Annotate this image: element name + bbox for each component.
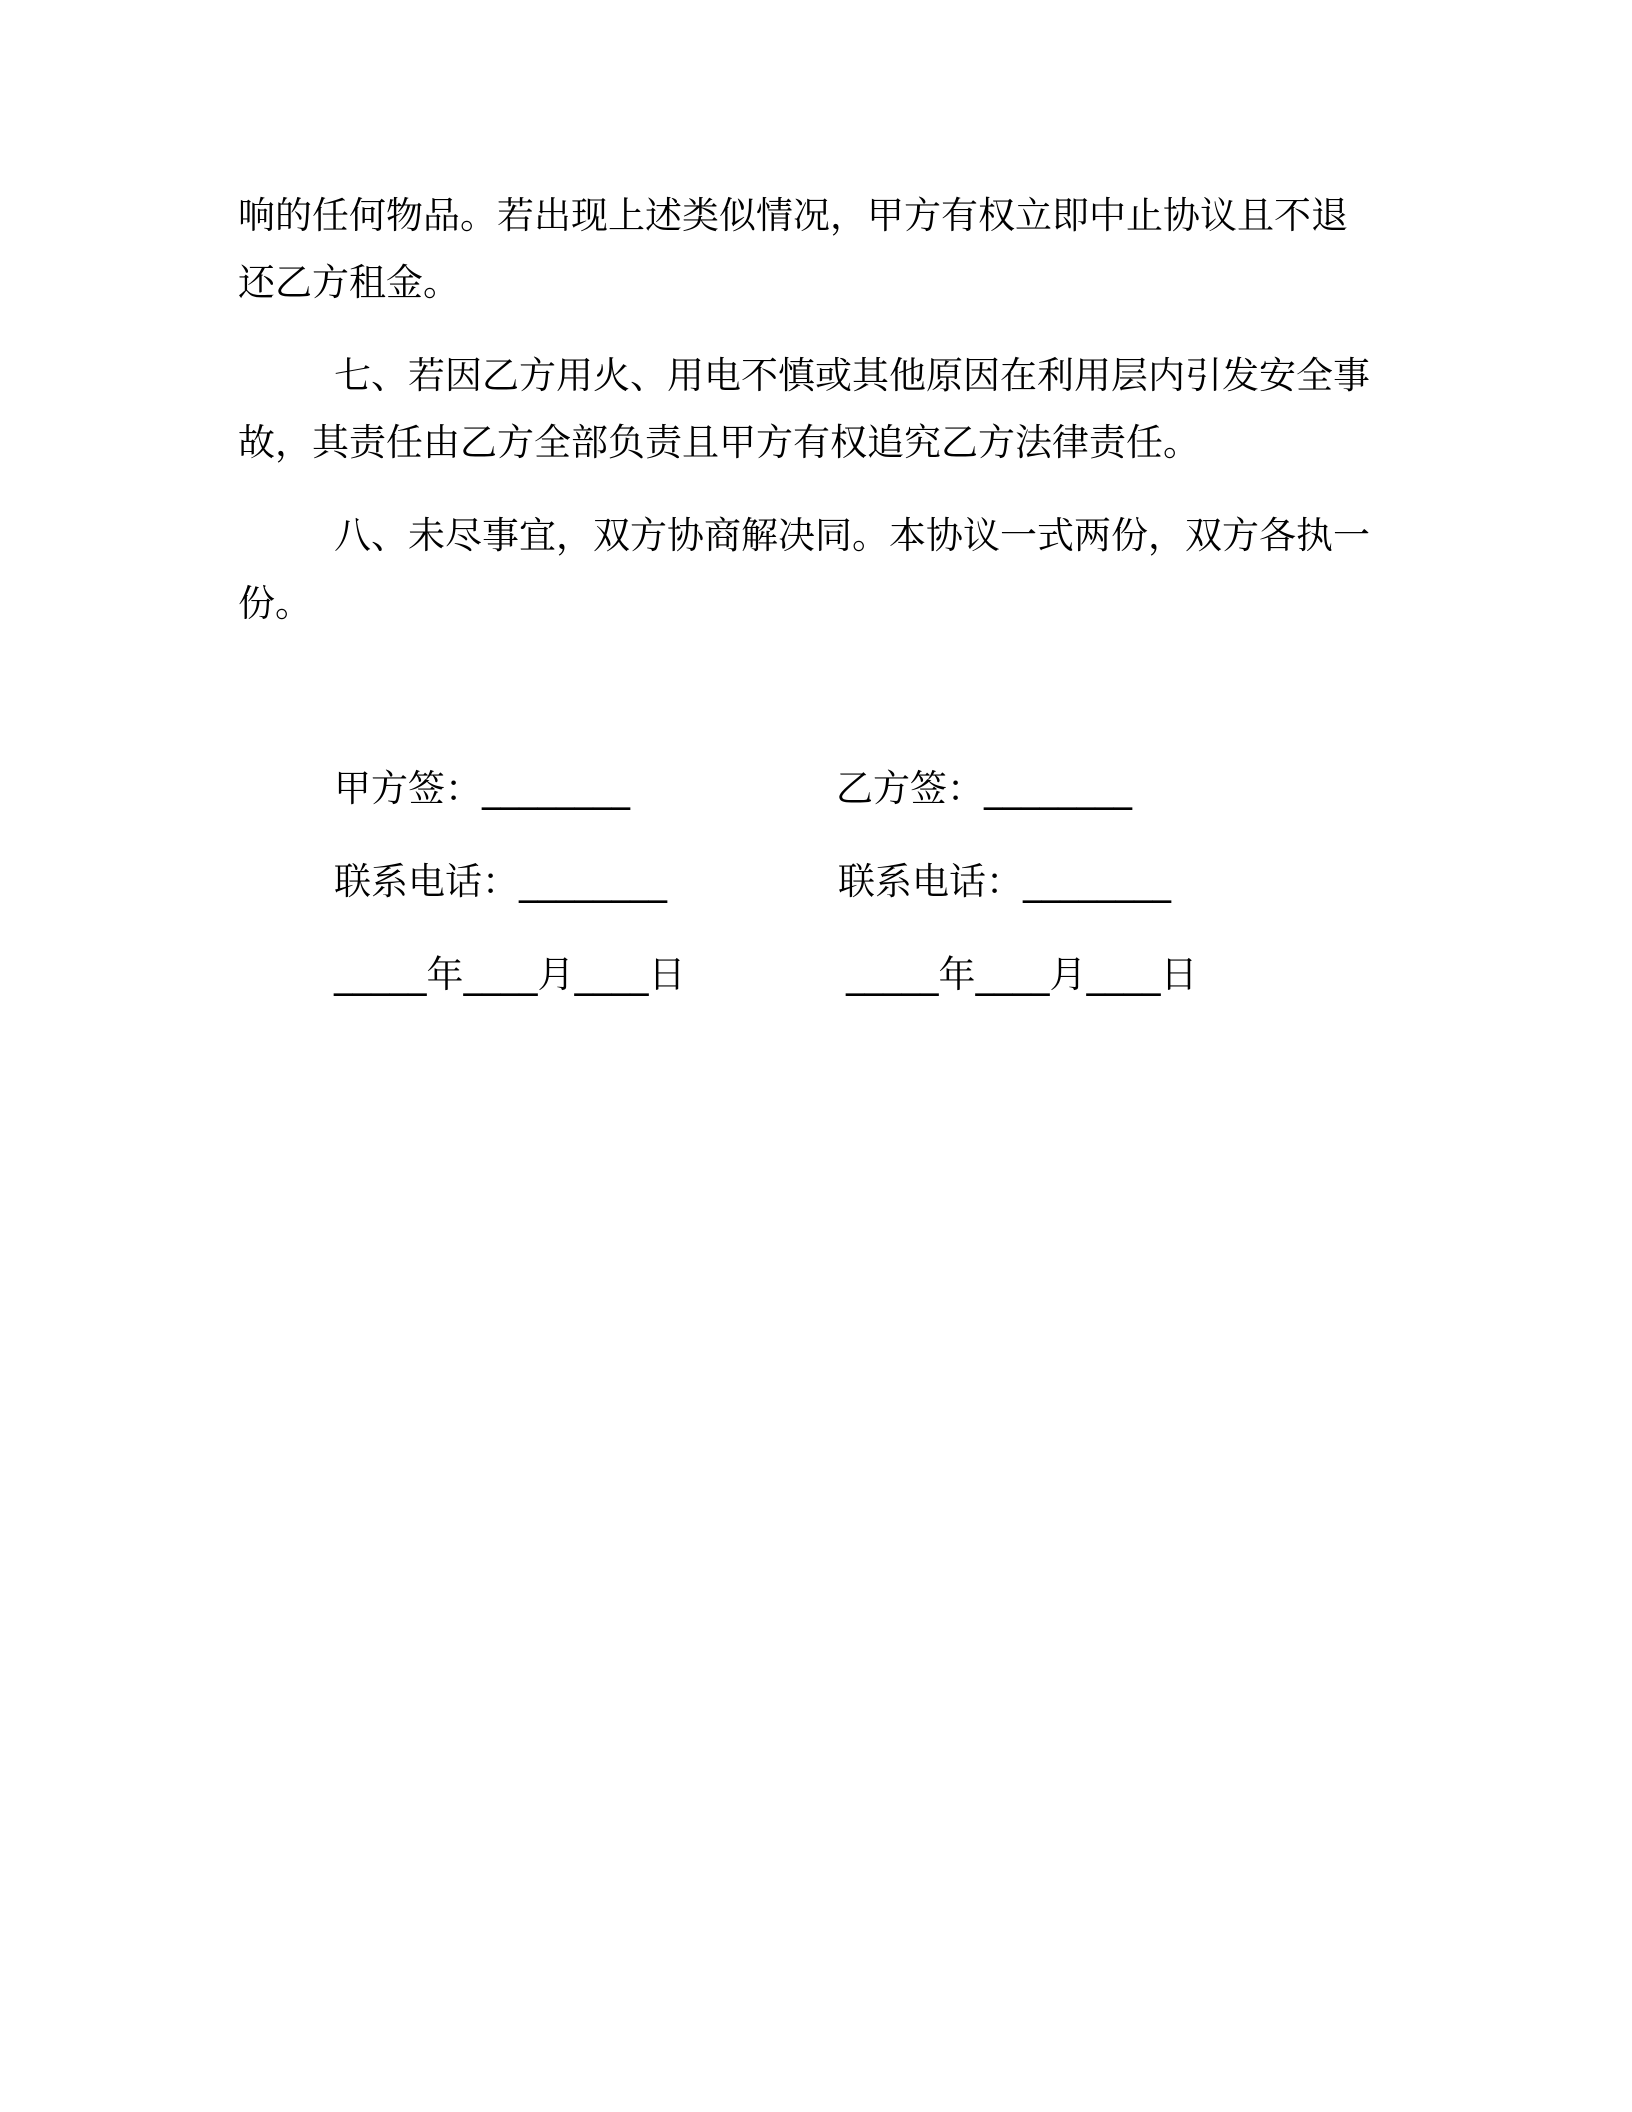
party-b-phone: 联系电话：________ (838, 860, 1171, 903)
party-a-signature: 甲方签：________ (334, 767, 630, 810)
clause-7-line-2: 故，其责任由乙方全部负责且甲方有权追究乙方法律责任。 (238, 421, 1200, 464)
party-a-phone: 联系电话：________ (334, 860, 667, 903)
clause-7-line-1: 七、若因乙方用火、用电不慎或其他原因在利用层内引发安全事 (334, 354, 1370, 397)
clause-8-line-1: 八、未尽事宜，双方协商解决同。本协议一式两份，双方各执一 (334, 514, 1370, 557)
party-a-date: _____年____月____日 (334, 953, 686, 996)
party-b-signature: 乙方签：________ (836, 767, 1132, 810)
paragraph-6-line-1: 响的任何物品。若出现上述类似情况，甲方有权立即中止协议且不退 (238, 194, 1348, 237)
party-b-date: _____年____月____日 (846, 953, 1198, 996)
paragraph-6-line-2: 还乙方租金。 (238, 261, 460, 304)
clause-8-line-2: 份。 (238, 582, 312, 625)
